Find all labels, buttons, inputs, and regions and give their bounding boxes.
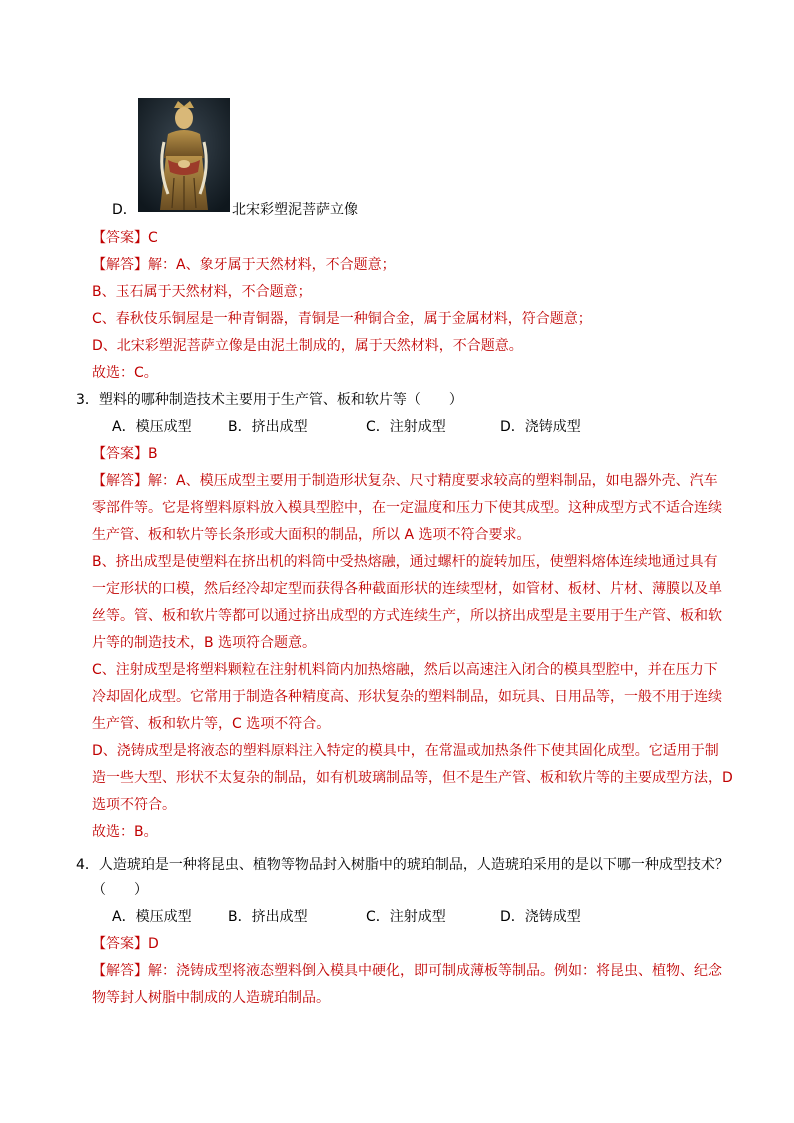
q4-answer	[92, 934, 159, 954]
q3-explain-line: 片等的制造技术，B 选项符合题意。	[92, 635, 317, 651]
q3-explain-line: D、浇铸成型是将液态的塑料原料注入特定的模具中，在常温或加热条件下使其固化成型。它适用于制	[92, 743, 719, 759]
q3-explain-line: C、注射成型是将塑料颗粒在注射机料筒内加热熔融，然后以高速注入闭合的模具型腔中，并在压力下	[92, 662, 718, 678]
q4-option-c: C．注射成型	[366, 909, 446, 925]
q3-option-c: C．注射成型	[366, 419, 446, 435]
explain-tag: 【解答】	[92, 473, 148, 489]
q3-explain-line: 故选：B。	[92, 824, 158, 840]
answer-value: B	[148, 446, 158, 462]
q4-option-b: B．挤出成型	[228, 909, 308, 925]
q4-explain-line: 物等封人树脂中制成的人造琥珀制品。	[92, 990, 330, 1006]
q2-option-d-label: D．	[112, 202, 137, 218]
q3-explain-line: 一定形状的口模，然后经冷却定型而获得各种截面形状的连续型材，如管材、板材、片材、薄膜以及单	[92, 581, 722, 597]
q3-answer	[92, 444, 158, 464]
answer-value: C	[148, 230, 158, 246]
answer-tag: 【答案】	[92, 230, 148, 246]
statue-illustration	[138, 98, 230, 212]
q2-answer	[92, 228, 158, 248]
q4-question: 4．人造琥珀是一种将昆虫、植物等物品封入树脂中的琥珀制品，人造琥珀采用的是以下哪一种成型技术？	[76, 857, 729, 873]
q3-option-d: D．浇铸成型	[500, 419, 581, 435]
q2-explain-line: 故选：C。	[92, 365, 158, 381]
q3-explain-line: B、挤出成型是使塑料在挤出机的料筒中受热熔融，通过螺杆的旋转加压，使塑料熔体连续地通过具有	[92, 554, 718, 570]
q3-option-a: A．模压成型	[112, 419, 192, 435]
q4-option-d: D．浇铸成型	[500, 909, 581, 925]
q3-explain-line: 丝等。管、板和软片等都可以通过挤出成型的方式连续生产，所以挤出成型是主要用于生产管、板和软	[92, 608, 722, 624]
q3-explain-line: 冷却固化成型。它常用于制造各种精度高、形状复杂的塑料制品，如玩具、日用品等，一般不用于连续	[92, 689, 722, 705]
answer-tag: 【答案】	[92, 446, 148, 462]
q4-question-paren: （ ）	[92, 882, 148, 898]
q2-explain-line: B、玉石属于天然材料，不合题意；	[92, 284, 312, 300]
q3-explain-line: 生产管、板和软片等，C 选项不符合。	[92, 716, 331, 732]
q3-explain-line: 【解答】解：A、模压成型主要用于制造形状复杂、尺寸精度要求较高的塑料制品，如电器外壳、汽车	[92, 473, 718, 489]
q2-explain-line: D、北宋彩塑泥菩萨立像是由泥土制成的，属于天然材料，不合题意。	[92, 338, 523, 354]
q3-explain-line: 零部件等。它是将塑料原料放入模具型腔中，在一定温度和压力下使其成型。这种成型方式不适合连续	[92, 500, 722, 516]
explain-tag: 【解答】	[92, 257, 148, 273]
bodhisattva-statue-image	[138, 98, 230, 212]
q3-explain-line: 造一些大型、形状不太复杂的制品，如有机玻璃制品等，但不是生产管、板和软片等的主要成型方法，D	[92, 770, 733, 786]
q3-explain-line: 生产管、板和软片等长条形或大面积的制品，所以 A 选项不符合要求。	[92, 527, 531, 543]
answer-value: D	[148, 936, 159, 952]
answer-tag: 【答案】	[92, 936, 148, 952]
explain-tag: 【解答】	[92, 963, 148, 979]
q4-option-a: A．模压成型	[112, 909, 192, 925]
q2-explain-line: 【解答】解：A、象牙属于天然材料，不合题意；	[92, 257, 396, 273]
q4-explain-line: 【解答】解：浇铸成型将液态塑料倒入模具中硬化，即可制成薄板等制品。例如：将昆虫、植物、纪念	[92, 963, 722, 979]
q3-explain-line: 选项不符合。	[92, 797, 176, 813]
q2-explain-line: C、春秋伎乐铜屋是一种青铜器，青铜是一种铜合金，属于金属材料，符合题意；	[92, 311, 592, 327]
q3-option-b: B．挤出成型	[228, 419, 308, 435]
q2-option-d-caption: 北宋彩塑泥菩萨立像	[232, 202, 358, 218]
q3-question: 3．塑料的哪种制造技术主要用于生产管、板和软片等（ ）	[76, 392, 463, 408]
